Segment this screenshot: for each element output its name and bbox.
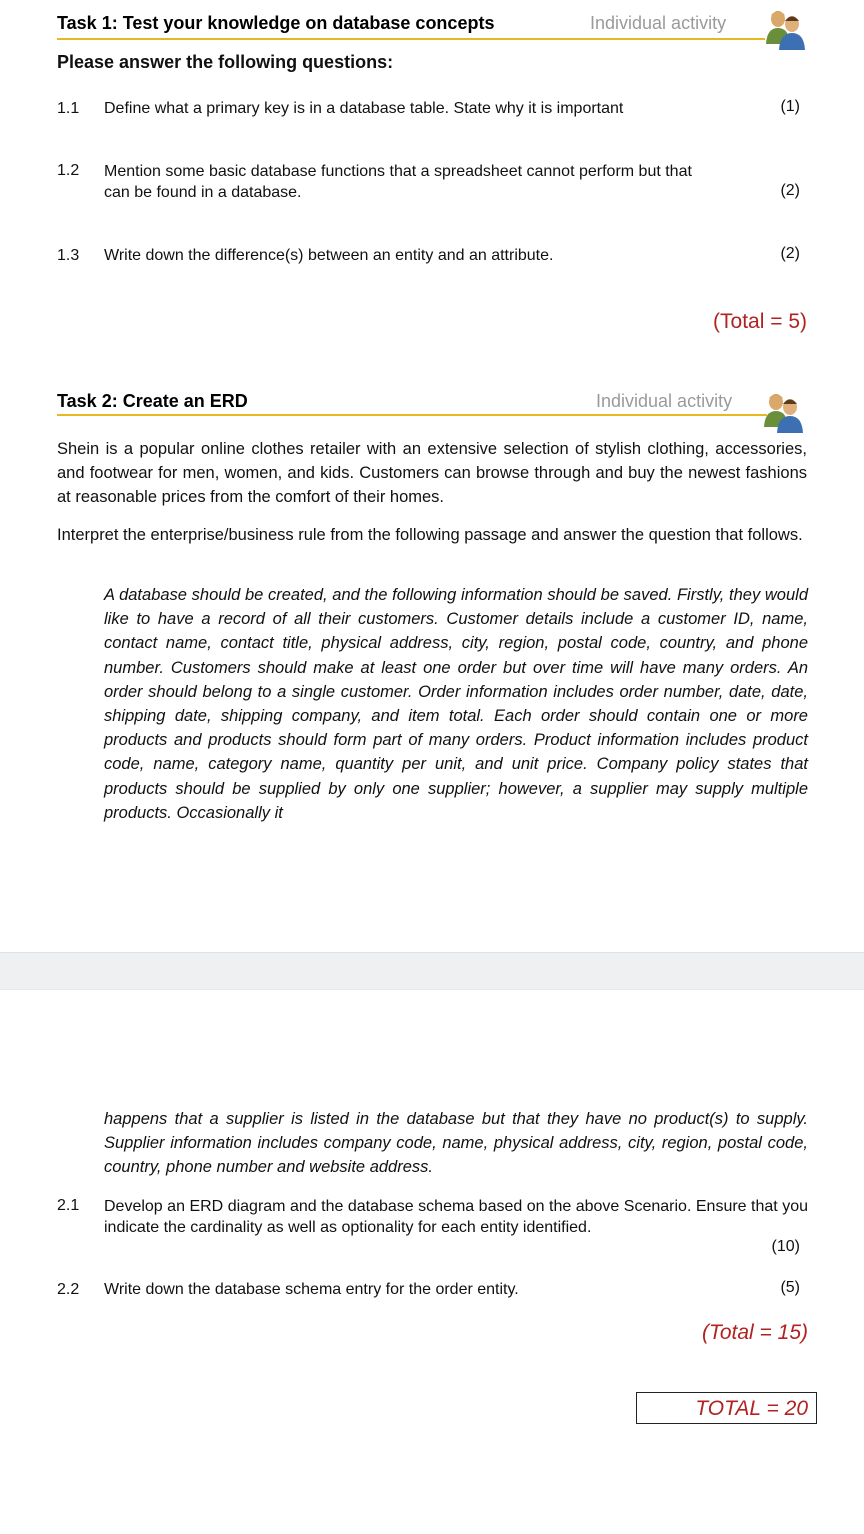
question-text: Define what a primary key is in a database table. State why it is important — [104, 100, 624, 117]
question-text-line2: can be found in a database. — [104, 184, 302, 201]
question-number: 1.2 — [57, 162, 80, 179]
question-number: 2.2 — [57, 1281, 80, 1298]
question-marks: (2) — [780, 245, 800, 262]
task1-activity-label: Individual activity — [590, 13, 727, 33]
task2-title: Task 2: Create an ERD — [57, 391, 248, 411]
question-number: 1.3 — [57, 247, 80, 264]
task1-total: (Total = 5) — [713, 310, 807, 333]
question-marks: (5) — [780, 1279, 800, 1296]
question-marks: (2) — [780, 182, 800, 199]
question-text: Write down the difference(s) between an entity and an attribute. — [104, 247, 554, 264]
task2-underline — [57, 414, 767, 416]
question-marks: (1) — [780, 98, 800, 115]
question-text: Develop an ERD diagram and the database schema based on the above Scenario. Ensure that you indicate the cardinality as well as optionality for each entity identified. — [104, 1198, 808, 1236]
question-text: Write down the database schema entry for the order entity. — [104, 1281, 519, 1298]
people-icon — [762, 6, 810, 52]
question-text-line1: Mention some basic database functions that a spreadsheet cannot perform but that — [104, 163, 692, 180]
people-icon — [760, 389, 808, 435]
task1-title: Task 1: Test your knowledge on database concepts — [57, 13, 495, 33]
scenario-text-part2: happens that a supplier is listed in the database but that they have no product(s) to supply. Supplier information includes company code, name, physical address, city, region, postal code, country, phone number and website address. — [104, 1110, 808, 1177]
question-number: 1.1 — [57, 100, 80, 117]
page-break-gap — [0, 952, 864, 990]
scenario-text-part1: A database should be created, and the following information should be saved. Firstly, they would like to have a record of all their customers. Customer details include a customer ID, name, contact name, contact title, physical address, city, region, postal code, country, and phone number. Customers should make at least one order but over time will have many orders. An order should belong to a single customer. Order information includes order number, date, date, shipping date, shipping company, and item total. Each order should contain one or more products and products should form part of many orders. Product information includes product code, name, category name, quantity per unit, and unit price. Company policy states that products should be supplied by only one supplier; however, a supplier may supply multiple products. Occasionally it — [104, 586, 808, 822]
task2-total: (Total = 15) — [701, 1321, 808, 1344]
task2-intro: Shein is a popular online clothes retailer with an extensive selection of stylish clothing, accessories, and footwear for men, women, and kids. Customers can browse through and buy the newest fashions at reasonable prices from the comfort of their homes. — [57, 440, 807, 506]
grand-total-box: TOTAL = 20 — [636, 1392, 817, 1424]
task1-subtitle: Please answer the following questions: — [57, 52, 394, 72]
question-marks: (10) — [771, 1238, 800, 1255]
task1-underline — [57, 38, 765, 40]
question-number: 2.1 — [57, 1197, 80, 1214]
task2-activity-label: Individual activity — [596, 391, 733, 411]
task2-instruction: Interpret the enterprise/business rule from the following passage and answer the question that follows. — [57, 526, 803, 544]
